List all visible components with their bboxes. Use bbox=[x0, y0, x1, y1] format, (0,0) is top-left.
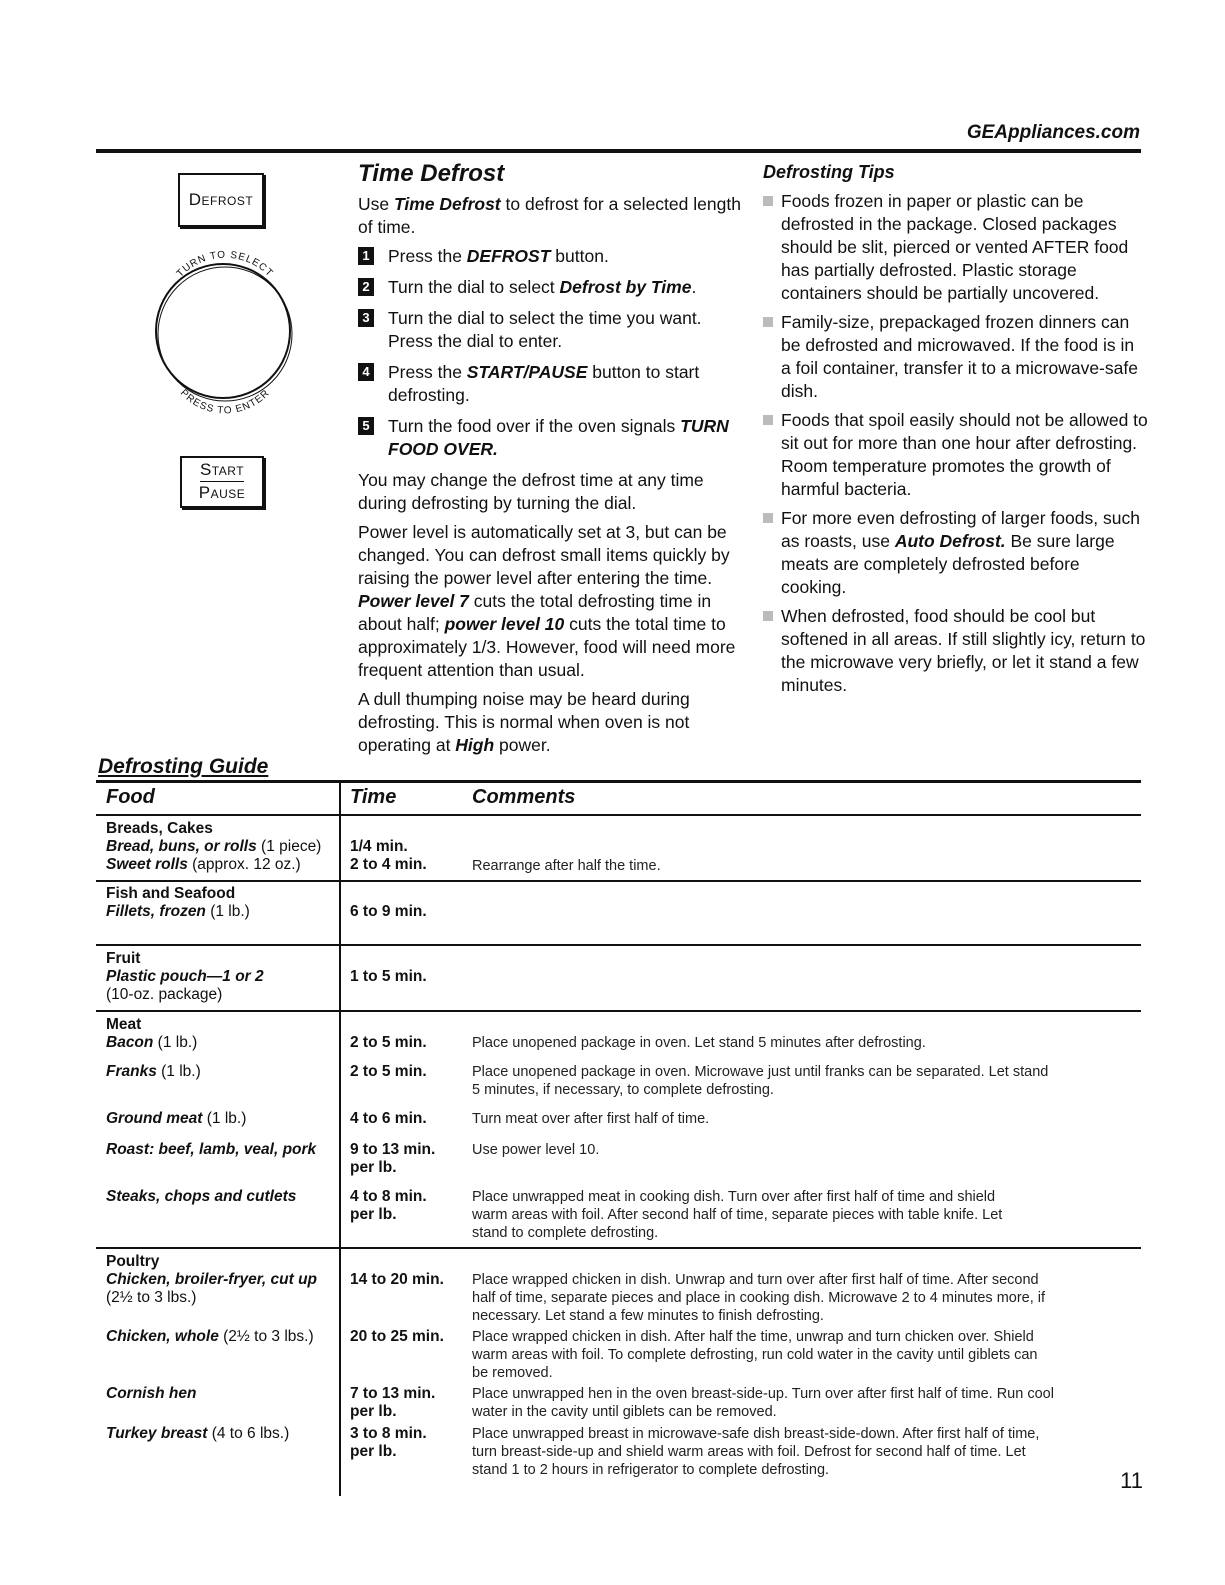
start-pause-divider bbox=[200, 481, 244, 482]
time-value: 3 to 8 min. per lb. bbox=[350, 1425, 427, 1460]
step-text-end: . bbox=[691, 277, 697, 297]
tip-text-end: Be sure large meats are completely defrosted before cooking. bbox=[781, 531, 1115, 597]
food-qty: (2½ to 3 lbs.) bbox=[106, 1289, 197, 1306]
step-number: 1 bbox=[358, 247, 374, 265]
step-1 bbox=[358, 245, 748, 268]
time-value: 2 to 4 min. bbox=[350, 856, 427, 873]
tip-item bbox=[763, 507, 1148, 599]
step-text: Press the bbox=[388, 362, 467, 382]
food-name: Turkey breast bbox=[106, 1425, 208, 1442]
time-value: 7 to 13 min. per lb. bbox=[350, 1385, 436, 1420]
tip-item bbox=[763, 605, 1148, 697]
noise-text: A dull thumping noise may be heard during defrosting. This is normal when oven is not operating at bbox=[358, 689, 690, 755]
pause-label: Pause bbox=[198, 483, 246, 503]
food-qty: (1 lb.) bbox=[153, 1034, 198, 1051]
header-rule bbox=[96, 814, 1141, 816]
dial-top-text: TURN TO SELECT bbox=[174, 249, 276, 280]
comment-text: Use power level 10. bbox=[472, 1142, 600, 1158]
category-meat: Meat bbox=[106, 1016, 142, 1033]
guide-rule bbox=[96, 780, 1141, 783]
food-name: Cornish hen bbox=[106, 1385, 197, 1402]
time-value: 14 to 20 min. bbox=[350, 1271, 444, 1288]
comment-text: Rearrange after half the time. bbox=[472, 858, 661, 874]
tip-emphasis: Auto Defrost. bbox=[894, 531, 1006, 551]
category-fish: Fish and Seafood bbox=[106, 885, 236, 902]
column-header-food: Food bbox=[106, 786, 155, 808]
row-rule bbox=[96, 880, 1141, 882]
time-value: 9 to 13 min. per lb. bbox=[350, 1141, 436, 1176]
food-item bbox=[106, 838, 336, 856]
tips-list bbox=[763, 190, 1148, 703]
food-name: Bread, buns, or rolls bbox=[106, 838, 257, 855]
step-3 bbox=[358, 307, 748, 353]
bullet-icon bbox=[763, 513, 773, 523]
start-label: Start bbox=[199, 460, 245, 479]
power-level-10: power level 10 bbox=[444, 614, 565, 634]
time-value: 2 to 5 min. bbox=[350, 1034, 427, 1051]
step-text: Turn the food over if the oven signals bbox=[388, 416, 681, 436]
step-number: 2 bbox=[358, 278, 374, 296]
food-item bbox=[106, 1271, 336, 1307]
paragraph-power-level bbox=[358, 521, 748, 682]
step-text: Press the bbox=[388, 246, 467, 266]
step-number: 5 bbox=[358, 417, 374, 435]
food-qty: (10-oz. package) bbox=[106, 986, 223, 1003]
tip-text: For more even defrosting of larger foods, such as roasts, use bbox=[781, 508, 1140, 551]
time-value: 6 to 9 min. bbox=[350, 903, 427, 920]
intro-text: Use bbox=[358, 194, 394, 214]
noise-emphasis: High bbox=[455, 735, 495, 755]
time-value: 20 to 25 min. bbox=[350, 1328, 444, 1345]
time-value: 4 to 8 min. per lb. bbox=[350, 1188, 427, 1223]
food-name: Ground meat bbox=[106, 1110, 203, 1127]
comment-text: Turn meat over after first half of time. bbox=[472, 1111, 710, 1127]
tip-text: Foods frozen in paper or plastic can be defrosted in the package. Closed packages should be slit, pierced or vented AFTER food has partially defrosted. Plastic storage containers should be partially uncovered. bbox=[781, 191, 1129, 303]
time-value: 2 to 5 min. bbox=[350, 1063, 427, 1080]
noise-text-end: power. bbox=[494, 735, 551, 755]
food-qty: (1 lb.) bbox=[202, 1110, 247, 1127]
food-item bbox=[106, 1425, 336, 1443]
step-text: Turn the dial to select the time you want. Press the dial to enter. bbox=[388, 308, 702, 351]
column-header-comments: Comments bbox=[472, 786, 576, 808]
comment-text: Place unopened package in oven. Microwave just until franks can be separated. Let stand 5 minutes, if necessary, to complete defrosting. bbox=[472, 1064, 1049, 1098]
step-number: 3 bbox=[358, 309, 374, 327]
comment-text: Place unwrapped meat in cooking dish. Turn over after first half of time and shield warm areas with foil. After second half of time, separate pieces with table knife. Let stand to complete defrosting. bbox=[472, 1189, 1003, 1241]
food-name: Chicken, broiler-fryer, cut up bbox=[106, 1271, 318, 1288]
column-header-time: Time bbox=[350, 786, 397, 808]
food-item bbox=[106, 903, 336, 921]
site-url: GEAppliances.com bbox=[966, 122, 1140, 143]
time-defrost-body bbox=[358, 193, 748, 763]
step-2 bbox=[358, 276, 748, 299]
intro-emphasis: Time Defrost bbox=[393, 194, 501, 214]
food-name: Fillets, frozen bbox=[106, 903, 206, 920]
step-4 bbox=[358, 361, 748, 407]
bullet-icon bbox=[763, 415, 773, 425]
category-breads: Breads, Cakes bbox=[106, 820, 213, 837]
step-emphasis: START/PAUSE bbox=[466, 362, 588, 382]
food-item bbox=[106, 1385, 336, 1403]
step-text-end: button to start defrosting. bbox=[388, 362, 700, 405]
food-name: Franks bbox=[106, 1063, 157, 1080]
column-divider bbox=[339, 780, 341, 1496]
time-defrost-title: Time Defrost bbox=[358, 160, 505, 187]
food-name: Roast: beef, lamb, veal, pork bbox=[106, 1141, 317, 1158]
row-rule bbox=[96, 1010, 1141, 1012]
step-number: 4 bbox=[358, 363, 374, 381]
food-item bbox=[106, 1110, 336, 1128]
power-text: Power level is automatically set at 3, but can be changed. You can defrost small items quickly by raising the power level after entering the time. bbox=[358, 522, 730, 588]
step-text-end: button. bbox=[550, 246, 609, 266]
tips-title: Defrosting Tips bbox=[763, 162, 895, 182]
food-name: Bacon bbox=[106, 1034, 154, 1051]
category-fruit: Fruit bbox=[106, 950, 141, 967]
comment-text: Place wrapped chicken in dish. Unwrap and turn over after first half of time. After second half of time, separate pieces and place in cooking dish. Microwave 2 to 4 minutes more, if necessary. Let stand a few minutes to finish defrosting. bbox=[472, 1272, 1046, 1324]
page-number: 11 bbox=[1120, 1468, 1143, 1493]
food-name: Sweet rolls bbox=[106, 856, 188, 873]
food-qty: (2½ to 3 lbs.) bbox=[218, 1328, 314, 1345]
food-item bbox=[106, 1034, 336, 1052]
step-emphasis: TURN FOOD OVER. bbox=[388, 416, 729, 459]
food-item bbox=[106, 968, 336, 1004]
food-item bbox=[106, 856, 336, 874]
row-rule bbox=[96, 944, 1141, 946]
start-pause-button[interactable] bbox=[180, 456, 264, 508]
time-value: 1 to 5 min. bbox=[350, 968, 427, 985]
dial-bottom-text: PRESS TO ENTER bbox=[177, 387, 273, 417]
power-text-mid: cuts the total defrosting time in about half; bbox=[358, 591, 712, 634]
step-emphasis: Defrost by Time bbox=[559, 277, 692, 297]
food-qty: (1 lb.) bbox=[156, 1063, 201, 1080]
tip-text: Foods that spoil easily should not be allowed to sit out for more than one hour after defrosting. Room temperature promotes the growth of harmful bacteria. bbox=[781, 410, 1148, 499]
comment-text: Place unwrapped breast in microwave-safe dish breast-side-down. After first half of time, turn breast-side-up and shield warm areas with foil. Defrost for second half of time. Let stand 1 to 2 hours in refrigerator to complete defrosting. bbox=[472, 1426, 1040, 1478]
power-level-7: Power level 7 bbox=[358, 591, 469, 611]
food-item bbox=[106, 1328, 336, 1346]
step-text: Turn the dial to select bbox=[388, 277, 560, 297]
food-qty: (4 to 6 lbs.) bbox=[207, 1425, 290, 1442]
time-value: 4 to 6 min. bbox=[350, 1110, 427, 1127]
tip-item bbox=[763, 311, 1148, 403]
food-name: Plastic pouch—1 or 2 bbox=[106, 968, 264, 985]
food-qty: (1 lb.) bbox=[205, 903, 250, 920]
category-poultry: Poultry bbox=[106, 1253, 160, 1270]
guide-title: Defrosting Guide bbox=[98, 755, 269, 778]
food-qty: (approx. 12 oz.) bbox=[187, 856, 301, 873]
food-item bbox=[106, 1141, 336, 1159]
step-5 bbox=[358, 415, 748, 461]
comment-text: Place unwrapped hen in the oven breast-side-up. Turn over after first half of time. Run cool water in the cavity until giblets can be removed. bbox=[472, 1386, 1054, 1420]
tip-text: When defrosted, food should be cool but softened in all areas. If still slightly icy, return to the microwave very briefly, or let it stand a few minutes. bbox=[781, 606, 1146, 695]
food-name: Steaks, chops and cutlets bbox=[106, 1188, 297, 1205]
power-text-end: cuts the total time to approximately 1/3. However, food will need more frequent attention than usual. bbox=[358, 614, 736, 680]
food-item bbox=[106, 1188, 336, 1206]
food-qty: (1 piece) bbox=[256, 838, 322, 855]
row-rule bbox=[96, 1247, 1141, 1249]
paragraph-change-time: You may change the defrost time at any time during defrosting by turning the dial. bbox=[358, 470, 704, 513]
tip-item bbox=[763, 190, 1148, 305]
comment-text: Place unopened package in oven. Let stand 5 minutes after defrosting. bbox=[472, 1035, 926, 1051]
bullet-icon bbox=[763, 317, 773, 327]
step-emphasis: DEFROST bbox=[466, 246, 551, 266]
comment-text: Place wrapped chicken in dish. After half the time, unwrap and turn chicken over. Shield warm areas with foil. To complete defrosting, run cold water in the cavity until giblets can be removed. bbox=[472, 1329, 1038, 1381]
top-rule bbox=[96, 149, 1141, 153]
food-item bbox=[106, 1063, 336, 1081]
bullet-icon bbox=[763, 611, 773, 621]
time-value: 1/4 min. bbox=[350, 838, 408, 855]
food-name: Chicken, whole bbox=[106, 1328, 219, 1345]
defrost-button[interactable]: Defrost bbox=[178, 173, 264, 227]
tip-text: Family-size, prepackaged frozen dinners can be defrosted and microwaved. If the food is in a foil container, transfer it to a microwave-safe dish. bbox=[781, 312, 1138, 401]
intro-paragraph bbox=[358, 193, 748, 239]
dial-icon[interactable] bbox=[140, 238, 310, 428]
bullet-icon bbox=[763, 196, 773, 206]
paragraph-noise bbox=[358, 688, 748, 757]
tip-item bbox=[763, 409, 1148, 501]
intro-text-end: to defrost for a selected length of time. bbox=[358, 194, 741, 237]
